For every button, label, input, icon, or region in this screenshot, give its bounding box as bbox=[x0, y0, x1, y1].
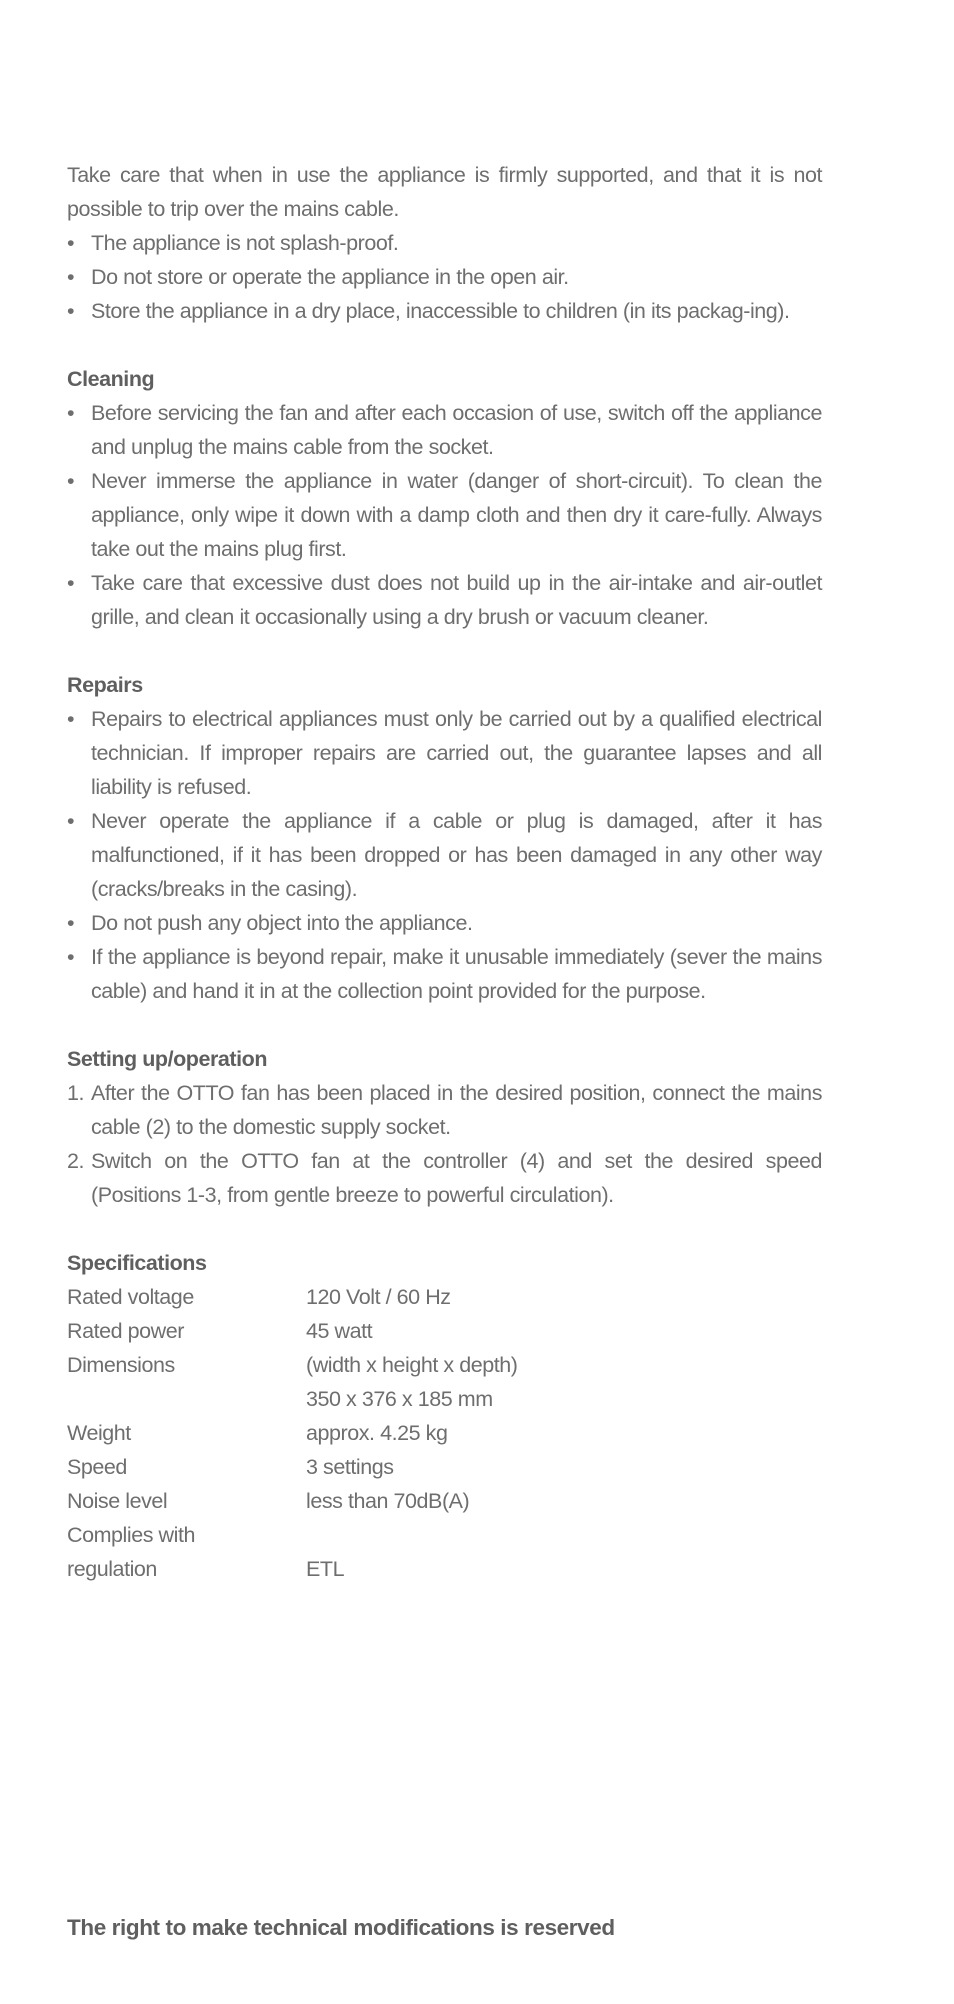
bullet-marker: • bbox=[67, 469, 75, 493]
step-item: 2. Switch on the OTTO fan at the controller (4) and set the desired speed (Positions 1-3, from gentle breeze to powerful circulation). bbox=[67, 1144, 822, 1212]
list-item: • Never immerse the appliance in water (danger of short-circuit). To clean the appliance, only wipe it down with a damp cloth and then dry it care-fully. Always take out the mains plug first. bbox=[67, 464, 822, 566]
spec-row bbox=[67, 1382, 822, 1416]
spec-label: regulation bbox=[67, 1557, 157, 1581]
list-item: • Never operate the appliance if a cable or plug is damaged, after it has malfunctioned, if it has been dropped or has been damaged in any other way (cracks/breaks in the casing). bbox=[67, 804, 822, 906]
bullet-marker: • bbox=[67, 401, 75, 425]
list-item: • The appliance is not splash-proof. bbox=[67, 226, 822, 260]
bullet-marker: • bbox=[67, 809, 75, 833]
specs-heading: Specifications bbox=[67, 1251, 207, 1275]
spec-label: Rated power bbox=[67, 1319, 184, 1343]
spec-row bbox=[67, 1348, 822, 1382]
repairs-heading: Repairs bbox=[67, 673, 143, 697]
specs-table bbox=[67, 1280, 822, 1586]
spec-value bbox=[306, 1518, 822, 1552]
spec-value: ETL bbox=[306, 1557, 345, 1581]
bullet-marker: • bbox=[67, 707, 75, 731]
list-item: • Do not store or operate the appliance in the open air. bbox=[67, 260, 822, 294]
bullet-marker: • bbox=[67, 945, 75, 969]
list-item: • If the appliance is beyond repair, make it unusable immediately (sever the mains cable) and hand it in at the collection point provided for the purpose. bbox=[67, 940, 822, 1008]
setup-heading: Setting up/operation bbox=[67, 1047, 268, 1071]
bullet-marker: • bbox=[67, 571, 75, 595]
spec-row bbox=[67, 1450, 822, 1484]
spec-label bbox=[67, 1382, 306, 1416]
spec-row bbox=[67, 1552, 822, 1586]
list-item: • Store the appliance in a dry place, inaccessible to children (in its packag-ing). bbox=[67, 294, 822, 328]
cleaning-list bbox=[67, 396, 822, 634]
cleaning-heading: Cleaning bbox=[67, 367, 155, 391]
bullet-marker: • bbox=[67, 265, 75, 289]
step-number: 1. bbox=[67, 1081, 85, 1105]
spec-value: 45 watt bbox=[306, 1319, 373, 1343]
spec-row bbox=[67, 1484, 822, 1518]
list-item: • Repairs to electrical appliances must only be carried out by a qualified electrical technician. If improper repairs are carried out, the guarantee lapses and all liability is refused. bbox=[67, 702, 822, 804]
spec-row bbox=[67, 1518, 822, 1552]
spec-row bbox=[67, 1314, 822, 1348]
list-item: • Take care that excessive dust does not build up in the air-intake and air-outlet grille, and clean it occasionally using a dry brush or vacuum cleaner. bbox=[67, 566, 822, 634]
spec-value: less than 70dB(A) bbox=[306, 1489, 470, 1513]
footer-notice: The right to make technical modifications is reserved bbox=[67, 1915, 615, 1940]
setup-steps bbox=[67, 1076, 822, 1212]
step-item: 1. After the OTTO fan has been placed in the desired position, connect the mains cable (2) to the domestic supply socket. bbox=[67, 1076, 822, 1144]
intro-list bbox=[67, 226, 822, 328]
spec-label: Dimensions bbox=[67, 1353, 175, 1377]
bullet-marker: • bbox=[67, 299, 75, 323]
spec-value: 350 x 376 x 185 mm bbox=[306, 1387, 493, 1411]
bullet-marker: • bbox=[67, 231, 75, 255]
spec-value: approx. 4.25 kg bbox=[306, 1421, 448, 1445]
spec-row bbox=[67, 1416, 822, 1450]
manual-page bbox=[67, 158, 822, 1586]
step-number: 2. bbox=[67, 1149, 85, 1173]
spec-label: Complies with bbox=[67, 1523, 195, 1547]
spec-value: 3 settings bbox=[306, 1455, 394, 1479]
list-item: • Do not push any object into the appliance. bbox=[67, 906, 822, 940]
spec-label: Rated voltage bbox=[67, 1285, 194, 1309]
bullet-marker: • bbox=[67, 911, 75, 935]
list-item: • Before servicing the fan and after each occasion of use, switch off the appliance and unplug the mains cable from the socket. bbox=[67, 396, 822, 464]
spec-row bbox=[67, 1280, 822, 1314]
spec-value: (width x height x depth) bbox=[306, 1353, 518, 1377]
intro-paragraph: Take care that when in use the appliance is firmly supported, and that it is not possible to trip over the mains cable. bbox=[67, 163, 822, 221]
spec-value: 120 Volt / 60 Hz bbox=[306, 1285, 451, 1309]
spec-label: Noise level bbox=[67, 1489, 168, 1513]
spec-label: Weight bbox=[67, 1421, 131, 1445]
spec-label: Speed bbox=[67, 1455, 127, 1479]
repairs-list bbox=[67, 702, 822, 1008]
